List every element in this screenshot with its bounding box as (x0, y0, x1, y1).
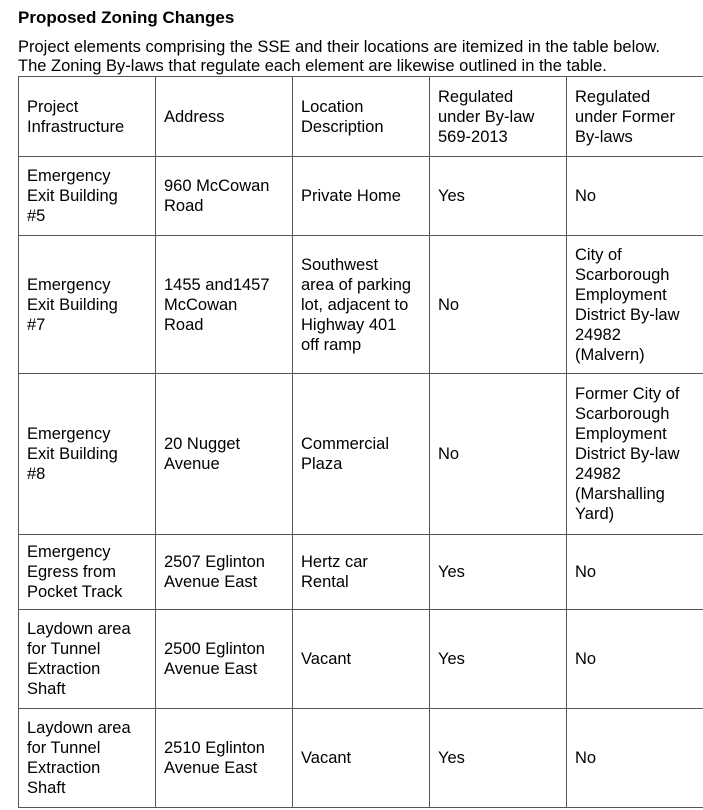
zoning-table (18, 76, 703, 808)
cell-infrastructure: Emergency Exit Building #8 (19, 374, 156, 535)
cell-address: 2510 Eglinton Avenue East (156, 709, 293, 808)
cell-address: 1455 and1457 McCowan Road (156, 236, 293, 374)
cell-location: Commercial Plaza (293, 374, 430, 535)
table-row (19, 374, 703, 535)
cell-address: 20 Nugget Avenue (156, 374, 293, 535)
cell-location: Southwest area of parking lot, adjacent to Highway 401 off ramp (293, 236, 430, 374)
cell-infrastructure: Emergency Exit Building #7 (19, 236, 156, 374)
cell-regulated-former: No (567, 157, 703, 236)
cell-location: Vacant (293, 709, 430, 808)
cell-regulated-new: Yes (430, 709, 567, 808)
table-row (19, 709, 703, 808)
cell-location: Vacant (293, 610, 430, 709)
cell-infrastructure: Emergency Exit Building #5 (19, 157, 156, 236)
cell-infrastructure: Laydown area for Tunnel Extraction Shaft (19, 709, 156, 808)
cell-regulated-new: No (430, 374, 567, 535)
cell-address: 2500 Eglinton Avenue East (156, 610, 293, 709)
intro-line-2: The Zoning By-laws that regulate each element are likewise outlined in the table. (18, 57, 607, 75)
header-project-infrastructure: Project Infrastructure (19, 77, 156, 157)
cell-regulated-new: Yes (430, 157, 567, 236)
table-row (19, 535, 703, 610)
table-row (19, 610, 703, 709)
header-regulated-569-2013: Regulated under By-law 569-2013 (430, 77, 567, 157)
cell-regulated-new: No (430, 236, 567, 374)
header-address: Address (156, 77, 293, 157)
intro-line-1: Project elements comprising the SSE and their locations are itemized in the table below. (18, 38, 661, 56)
document-page (18, 0, 703, 797)
cell-regulated-former: No (567, 610, 703, 709)
table-row (19, 236, 703, 374)
intro-paragraph (18, 38, 703, 76)
cell-regulated-former: Former City of Scarborough Employment District By-law 24982 (Marshalling Yard) (567, 374, 703, 535)
header-regulated-former-bylaws: Regulated under Former By-laws (567, 77, 703, 157)
cell-address: 2507 Eglinton Avenue East (156, 535, 293, 610)
section-heading: Proposed Zoning Changes (18, 8, 235, 27)
cell-regulated-new: Yes (430, 535, 567, 610)
cell-address: 960 McCowan Road (156, 157, 293, 236)
cell-location: Hertz car Rental (293, 535, 430, 610)
cell-regulated-former: No (567, 535, 703, 610)
table-header-row (19, 77, 703, 157)
cell-regulated-former: No (567, 709, 703, 808)
cell-infrastructure: Emergency Egress from Pocket Track (19, 535, 156, 610)
cell-regulated-new: Yes (430, 610, 567, 709)
table-row (19, 157, 703, 236)
cell-infrastructure: Laydown area for Tunnel Extraction Shaft (19, 610, 156, 709)
cell-regulated-former: City of Scarborough Employment District By-law 24982 (Malvern) (567, 236, 703, 374)
cell-location: Private Home (293, 157, 430, 236)
header-location-description: Location Description (293, 77, 430, 157)
